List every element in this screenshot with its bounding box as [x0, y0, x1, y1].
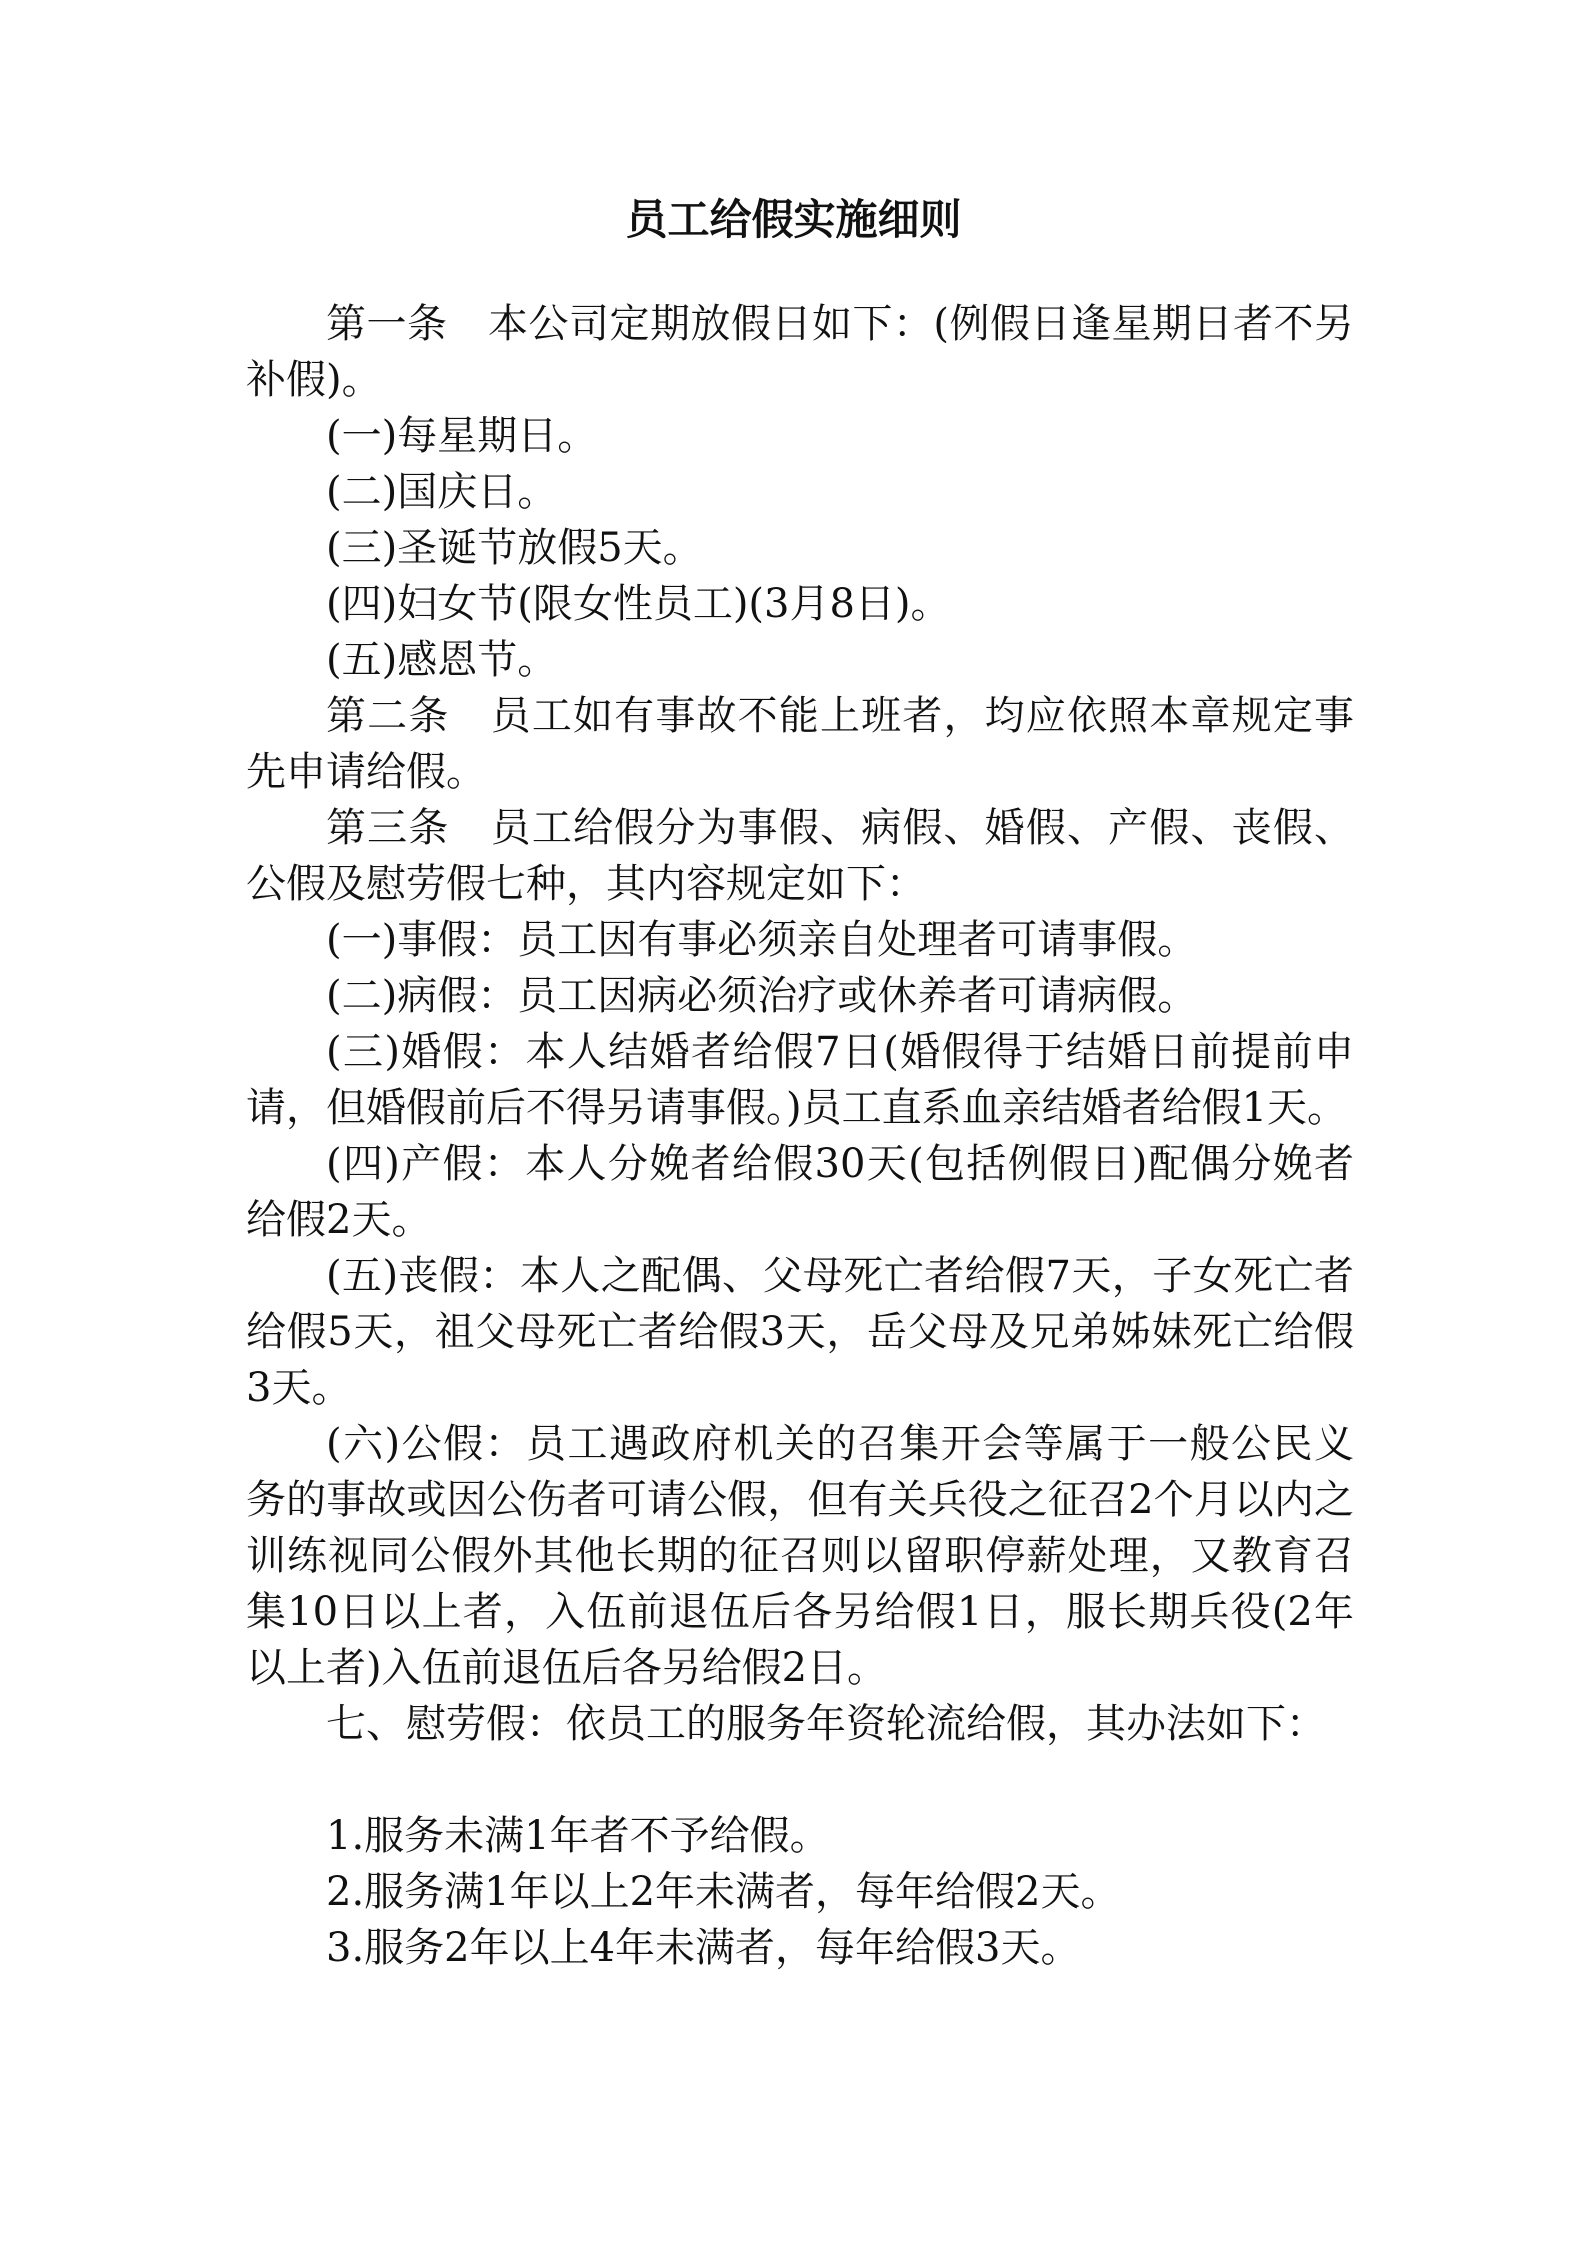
- article-1-item-3: (三)圣诞节放假5天。: [326, 525, 703, 571]
- article-1-item-4: (四)妇女节(限女性员工)(3月8日)。: [326, 581, 951, 627]
- article-3-item-6: (六)公假：员工遇政府机关的召集开会等属于一般公民义务的事故或因公伤者可请公假，但有关兵役之征召2个月以内之训练视同公假外其他长期的征召则以留职停薪处理，又教育召集10日以上者，入伍前退伍后各另给假1日，服长期兵役(2年以上者)入伍前退伍后各另给假2日。: [246, 1421, 1354, 1691]
- article-3-item-2: (二)病假：员工因病必须治疗或休养者可请病假。: [326, 973, 1198, 1019]
- article-3-item-3: (三)婚假：本人结婚者给假7日(婚假得于结婚日前提前申请，但婚假前后不得另请事假。)员工直系血亲结婚者给假1天。: [246, 1029, 1354, 1131]
- article-3-item-7: 七、慰劳假：依员工的服务年资轮流给假，其办法如下：: [326, 1701, 1326, 1747]
- document-body: [246, 296, 1354, 1976]
- document-title: 员工给假实施细则: [625, 195, 962, 244]
- article-2: 第二条 员工如有事故不能上班者，均应依照本章规定事先申请给假。: [246, 693, 1354, 795]
- article-1: 第一条 本公司定期放假日如下：(例假日逢星期日者不另补假)。: [246, 301, 1354, 403]
- article-3-item-1: (一)事假：员工因有事必须亲自处理者可请事假。: [326, 917, 1198, 963]
- list-item-2: 2.服务满1年以上2年未满者，每年给假2天。: [326, 1869, 1121, 1915]
- article-1-item-2: (二)国庆日。: [326, 469, 558, 515]
- article-3: 第三条 员工给假分为事假、病假、婚假、产假、丧假、公假及慰劳假七种，其内容规定如下：: [246, 805, 1354, 907]
- list-item-3: 3.服务2年以上4年未满者，每年给假3天。: [326, 1925, 1081, 1971]
- article-1-item-5: (五)感恩节。: [326, 637, 558, 683]
- article-3-item-4: (四)产假：本人分娩者给假30天(包括例假日)配偶分娩者给假2天。: [246, 1141, 1354, 1243]
- article-3-item-5: (五)丧假：本人之配偶、父母死亡者给假7天，子女死亡者给假5天，祖父母死亡者给假3天，岳父母及兄弟姊妹死亡给假3天。: [246, 1253, 1354, 1411]
- list-item-1: 1.服务未满1年者不予给假。: [326, 1813, 830, 1859]
- article-1-item-1: (一)每星期日。: [326, 413, 598, 459]
